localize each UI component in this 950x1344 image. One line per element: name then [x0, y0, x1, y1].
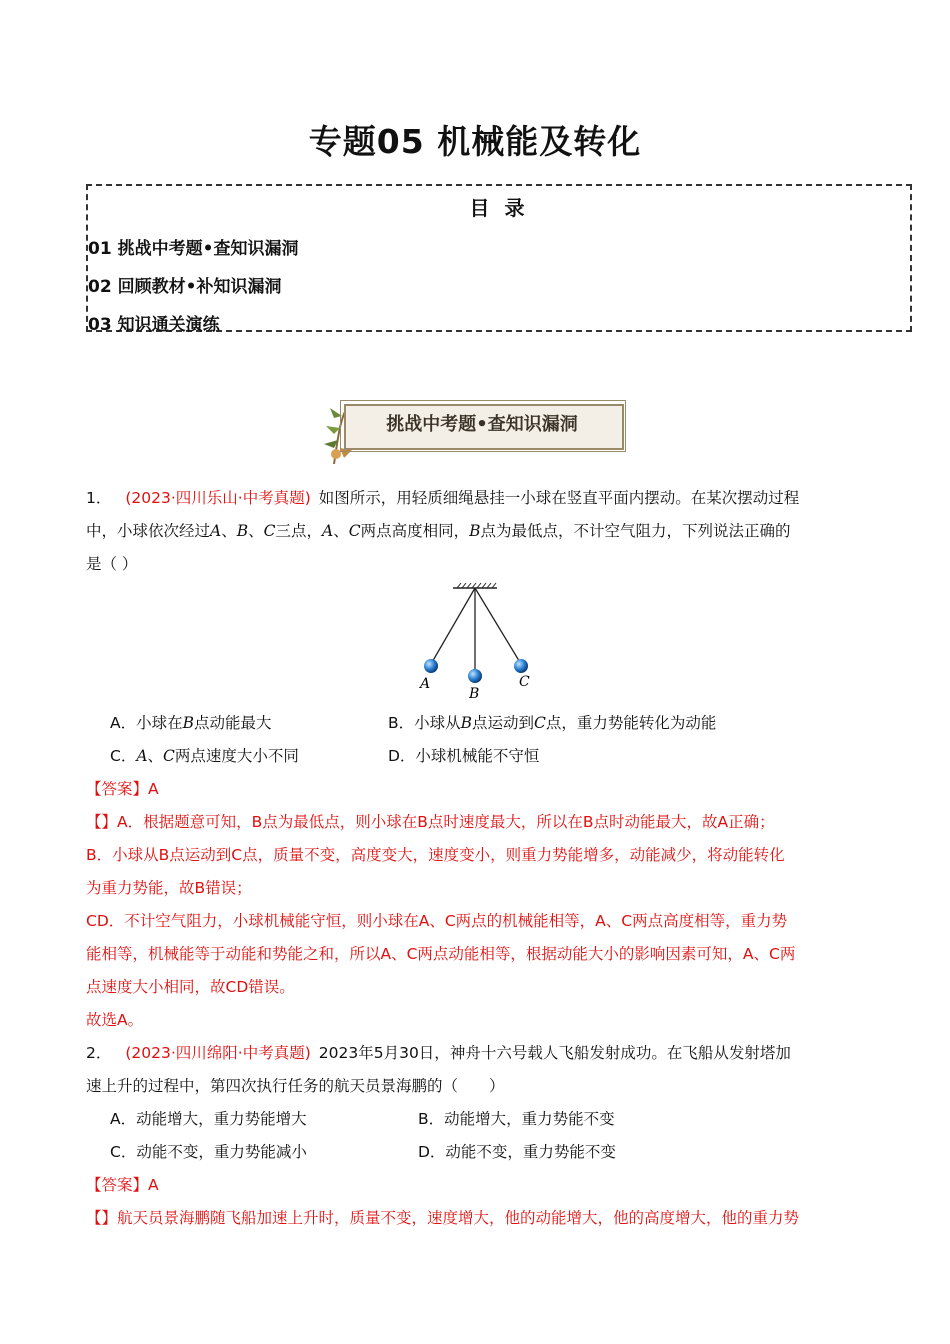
label-b: B	[469, 686, 480, 702]
q1-opt-b-mid: 点运动到	[472, 714, 535, 732]
ball-a	[424, 659, 438, 673]
ball-b	[468, 669, 482, 683]
toc-item-3[interactable]: 03 知识通关演练	[88, 315, 220, 335]
banner-label: 挑战中考题•查知识漏洞	[386, 414, 578, 435]
q1-stem-1: 如图所示，用轻质细绳悬挂一小球在竖直平面内摆动。在某次摆动过程	[318, 489, 800, 507]
q1-point-a: A	[210, 522, 222, 540]
string-c	[475, 588, 521, 664]
q2-answer: 【答案】A	[86, 1176, 159, 1194]
q1-stem-2a: 中，小球依次经过	[86, 522, 211, 540]
toc-heading: 目 录	[469, 196, 529, 220]
q1-point-b2: B	[469, 522, 481, 540]
q2-source: (2023·四川绵阳·中考真题)	[125, 1044, 311, 1062]
q1-explanation-3: 为重力势能，故B错误；	[86, 879, 252, 897]
q1-option-c[interactable]	[110, 744, 299, 766]
q1-line-3: 是（ ）	[86, 555, 138, 573]
q1-option-a[interactable]	[110, 711, 272, 733]
q2-stem-1: 2023年5月30日，神舟十六号载人飞船发射成功。在飞船从发射塔加	[318, 1044, 791, 1062]
q2-option-d[interactable]: D．动能不变，重力势能不变	[418, 1143, 616, 1161]
q1-explanation-2: B．小球从B点运动到C点，质量不变，高度变大，速度变小，则重力势能增多，动能减少，将动能转化	[86, 846, 785, 864]
q1-opt-b-pre: B．小球从	[388, 714, 461, 732]
section-banner	[318, 398, 630, 468]
q1-stem-2d: 点为最低点，不计空气阻力，下列说法正确的	[480, 522, 791, 540]
q2-option-a[interactable]: A．动能增大，重力势能增大	[110, 1110, 307, 1128]
q1-point-c2: C	[348, 522, 361, 540]
q1-stem-2b: 三点，	[275, 522, 323, 540]
q1-explanation-1: 【】A．根据题意可知，B点为最低点，则小球在B点时速度最大，所以在B点时动能最大，故A正确；	[86, 813, 775, 831]
q1-opt-b-b: B	[460, 714, 473, 732]
q1-point-b: B	[236, 522, 249, 540]
q2-explanation-1: 【】航天员景海鹏随飞船加速上升时，质量不变，速度增大，他的动能增大，他的高度增大，他的重力势	[86, 1209, 800, 1227]
label-c: C	[519, 674, 530, 690]
label-a: A	[420, 676, 431, 692]
q1-source: (2023·四川乐山·中考真题)	[125, 489, 311, 507]
q1-opt-c-post: 两点速度大小不同	[174, 747, 299, 765]
toc-item-2[interactable]: 02 回顾教材•补知识漏洞	[88, 277, 282, 297]
q2-option-b[interactable]: B．动能增大，重力势能不变	[418, 1110, 615, 1128]
q1-option-b[interactable]	[388, 711, 716, 733]
string-a	[431, 588, 475, 664]
q1-explanation-6: 点速度大小相同，故CD错误。	[86, 978, 295, 996]
q1-answer: 【答案】A	[86, 780, 159, 798]
q1-line-1	[86, 486, 799, 508]
q1-opt-a-post: 点动能最大	[194, 714, 272, 732]
q1-opt-b-post: 点，重力势能转化为动能	[545, 714, 717, 732]
q1-opt-c-pre: C．	[110, 747, 137, 765]
q2-line-2: 速上升的过程中，第四次执行任务的航天员景海鹏的（ ）	[86, 1077, 505, 1095]
q1-sep-1: 、	[221, 522, 237, 540]
q1-explanation-4: CD．不计空气阻力，小球机械能守恒，则小球在A、C两点的机械能相等，A、C两点高度相等，重力势	[86, 912, 788, 930]
q1-opt-c-c: C	[163, 747, 175, 765]
page-title: 专题05 机械能及转化	[308, 122, 642, 161]
pendulum-diagram	[405, 582, 545, 702]
q1-opt-a-pre: A．小球在	[110, 714, 183, 732]
q1-explanation-5: 能相等，机械能等于动能和势能之和，所以A、C两点动能相等，根据动能大小的影响因素可知，A、C两	[86, 945, 796, 963]
q1-option-d[interactable]: D．小球机械能不守恒	[388, 747, 540, 765]
toc-item-1[interactable]: 01 挑战中考题•查知识漏洞	[88, 239, 299, 259]
q1-opt-c-sep: 、	[147, 747, 164, 765]
table-of-contents	[86, 184, 912, 335]
q2-option-c[interactable]: C．动能不变，重力势能减小	[110, 1143, 307, 1161]
q1-opt-b-c: C	[534, 714, 546, 732]
q1-point-a2: A	[322, 522, 334, 540]
q1-explanation-7: 故选A。	[86, 1011, 144, 1029]
ball-c	[514, 659, 528, 673]
q1-opt-a-b: B	[182, 714, 194, 732]
q1-line-2	[86, 519, 791, 541]
q1-sep-3: 、	[333, 522, 349, 540]
q2-line-1	[86, 1041, 791, 1063]
q1-opt-c-a: A	[136, 747, 148, 765]
q2-number: 2．	[86, 1044, 112, 1062]
q1-stem-2c: 两点高度相同，	[360, 522, 470, 540]
q1-point-c: C	[263, 522, 276, 540]
q1-number: 1．	[86, 489, 112, 507]
q1-sep-2: 、	[248, 522, 264, 540]
